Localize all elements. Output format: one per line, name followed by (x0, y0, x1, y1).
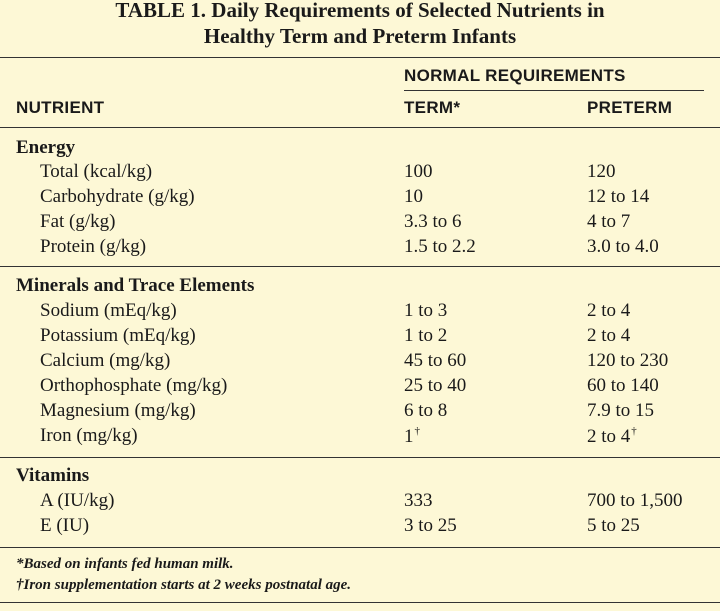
row-term-value: 100 (404, 161, 433, 182)
row-name: Iron (mg/kg) (40, 425, 138, 446)
header-term: TERM* (404, 98, 461, 117)
row-preterm-value: 7.9 to 15 (587, 400, 655, 421)
row-preterm-value: 12 to 14 (587, 186, 650, 207)
row-preterm-value: 3.0 to 4.0 (587, 236, 659, 257)
header-preterm: PRETERM (587, 98, 673, 117)
row-name: Sodium (mEq/kg) (40, 300, 177, 321)
row-preterm-value: 60 to 140 (587, 375, 659, 396)
group-rule (0, 266, 720, 267)
header-group-rule (404, 90, 704, 91)
term-value-text: 1 (404, 426, 414, 447)
row-term-value: 333 (404, 490, 433, 511)
row-preterm-value: 700 to 1,500 (587, 490, 683, 511)
row-name: Fat (g/kg) (40, 211, 116, 232)
footnote-iron-supplementation: †Iron supplementation starts at 2 weeks postnatal age. (16, 577, 352, 593)
group-heading-energy: Energy (16, 137, 76, 158)
row-name: Protein (g/kg) (40, 236, 147, 257)
row-preterm-value: 5 to 25 (587, 515, 640, 536)
header-normal-requirements: NORMAL REQUIREMENTS (404, 66, 626, 85)
row-term-value: 1 to 2 (404, 325, 448, 346)
row-term-value: 3 to 25 (404, 515, 457, 536)
group-heading-vitamins: Vitamins (16, 465, 90, 486)
bottom-rule (0, 602, 720, 603)
header-nutrient: NUTRIENT (16, 98, 105, 117)
table-title-line-2: Healthy Term and Preterm Infants (203, 24, 517, 48)
row-name: Orthophosphate (mg/kg) (40, 375, 228, 396)
row-term-value: 25 to 40 (404, 375, 467, 396)
row-term-value: 45 to 60 (404, 350, 467, 371)
group-rule (0, 457, 720, 458)
row-term-value: 6 to 8 (404, 400, 448, 421)
row-name: Potassium (mEq/kg) (40, 325, 196, 346)
row-preterm-value: 2 to 4 (587, 325, 631, 346)
row-term-value: 1 to 3 (404, 300, 448, 321)
row-preterm-value: 2 to 4 (587, 300, 631, 321)
row-preterm-value: 4 to 7 (587, 211, 631, 232)
preterm-value-text: 2 to 4 (587, 426, 631, 447)
dagger-footnote-mark: † (414, 425, 420, 437)
row-term-value: 10 (404, 186, 423, 207)
footnote-rule (0, 547, 720, 548)
row-name: A (IU/kg) (40, 490, 115, 511)
row-preterm-value: 120 to 230 (587, 350, 669, 371)
row-term-value (404, 425, 420, 448)
footnote-human-milk: *Based on infants fed human milk. (16, 556, 234, 572)
header-rule (0, 127, 720, 128)
row-name: E (IU) (40, 515, 90, 536)
row-name: Total (kcal/kg) (40, 161, 153, 182)
row-preterm-value (587, 425, 637, 448)
row-name: Calcium (mg/kg) (40, 350, 171, 371)
dagger-footnote-mark: † (631, 425, 637, 437)
top-rule (0, 57, 720, 58)
group-heading-minerals: Minerals and Trace Elements (16, 275, 255, 296)
row-name: Carbohydrate (g/kg) (40, 186, 195, 207)
row-term-value: 1.5 to 2.2 (404, 236, 476, 257)
row-preterm-value: 120 (587, 161, 616, 182)
row-name: Magnesium (mg/kg) (40, 400, 196, 421)
table-title-line-1: TABLE 1. Daily Requirements of Selected Nutrients in (115, 0, 605, 22)
row-term-value: 3.3 to 6 (404, 211, 462, 232)
